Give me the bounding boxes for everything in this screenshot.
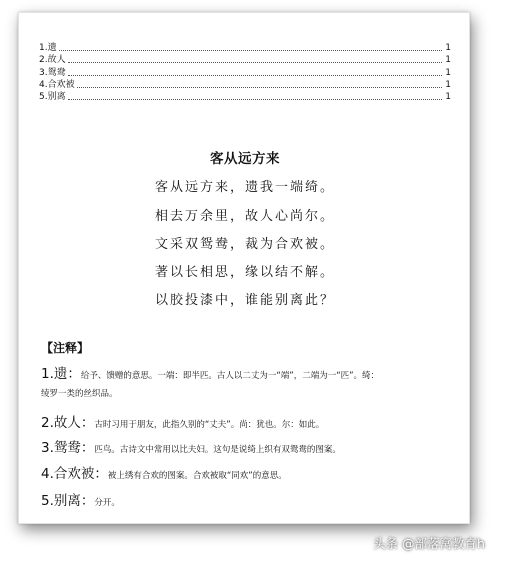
- toc-entry-label: 2.故人: [39, 55, 66, 66]
- toc-leader-dots: [68, 99, 443, 100]
- toc-entry[interactable]: [39, 65, 451, 77]
- note-continuation: 绫罗一类的丝织品。: [41, 389, 118, 399]
- note-description: 匹鸟。古诗文中常用以比夫妇。这句是说绮上织有双鸳鸯的图案。: [94, 445, 341, 455]
- toc-leader-dots: [59, 50, 443, 51]
- poem-line: 著以长相思，缘以结不解。: [154, 265, 335, 280]
- note-item: [41, 489, 453, 509]
- toc-entry-label: 3.鸳鸯: [39, 67, 66, 78]
- poem-line: 客从远方来，遗我一端绮。: [154, 180, 335, 195]
- toc-leader-dots: [77, 87, 443, 88]
- toc-entry-page: 1: [445, 67, 451, 78]
- toc-entry[interactable]: [39, 78, 451, 90]
- toc-leader-dots: [68, 75, 443, 76]
- poem-title: 客从远方来: [210, 151, 280, 167]
- document-page: [18, 12, 470, 524]
- note-description: 被上绣有合欢的图案。合欢被取“同欢”的意思。: [107, 471, 287, 481]
- note-description: 给予、馈赠的意思。一端：即半匹。古人以二丈为一“端”，二端为一“匹”。绮：: [80, 371, 380, 381]
- note-item: [41, 436, 453, 456]
- toc-entry-label: 1.遗: [39, 43, 57, 54]
- toc-entry-page: 1: [445, 55, 451, 66]
- toc-entry-label: 4.合欢被: [39, 79, 75, 90]
- toc-entry[interactable]: [39, 41, 451, 53]
- note-item: [41, 362, 453, 382]
- note-term: 4.合欢被：: [41, 466, 108, 482]
- note-term: 3.鸳鸯：: [41, 440, 95, 456]
- watermark: 头条 @部落窝教育h: [373, 536, 485, 551]
- note-term: 5.别离：: [41, 493, 95, 509]
- note-item: [41, 411, 453, 431]
- note-item: [41, 462, 453, 482]
- toc-leader-dots: [68, 62, 443, 63]
- notes-heading: 【注释】: [41, 341, 90, 355]
- toc-entry[interactable]: [39, 53, 451, 65]
- toc-entry-page: 1: [445, 79, 451, 90]
- toc-entry[interactable]: [39, 90, 451, 102]
- poem-line: 文采双鸳鸯，裁为合欢被。: [154, 237, 335, 252]
- table-of-contents: [39, 41, 451, 102]
- note-term: 1.遗：: [41, 366, 81, 382]
- note-description: 古时习用于朋友，此指久别的“丈夫”。尚：犹也。尔：如此。: [94, 420, 325, 430]
- toc-entry-page: 1: [445, 43, 451, 54]
- note-description: 分开。: [94, 498, 120, 508]
- poem-line: 相去万余里，故人心尚尔。: [154, 209, 335, 224]
- note-term: 2.故人：: [41, 415, 95, 431]
- toc-entry-page: 1: [445, 91, 451, 102]
- poem-line: 以胶投漆中，谁能别离此？: [154, 293, 335, 308]
- toc-entry-label: 5.别离: [39, 91, 66, 102]
